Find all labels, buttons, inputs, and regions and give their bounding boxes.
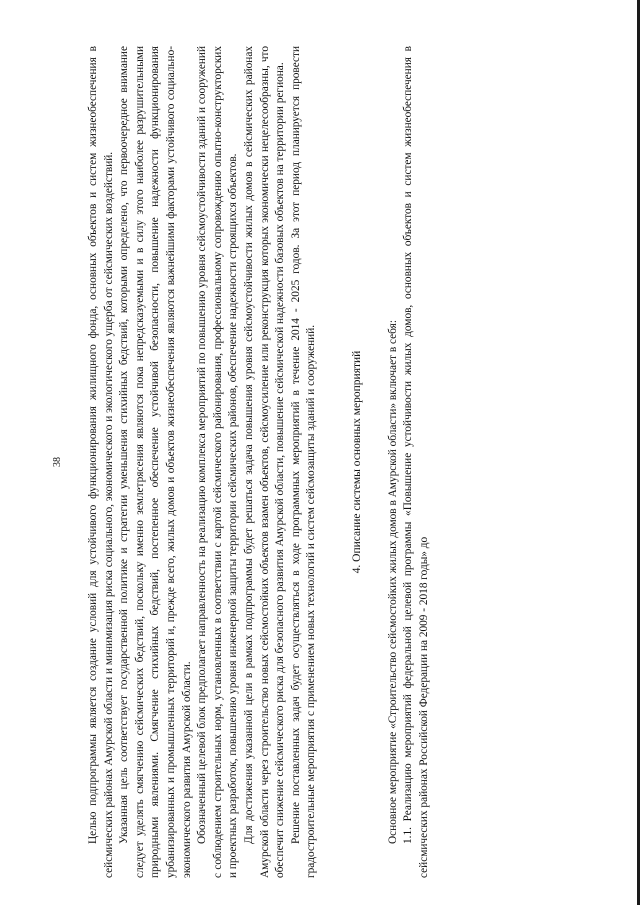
paragraph-target-block: Обозначенный целевой блок предполагает направленность на реализацию комплекса мероприятий по повышению уровня сейсмоустойчивости зданий и сооружений с соблюдением строительных норм, установленных в соответствии с картой сейсмического районирования, профессиональному сопровождению опытно-конструкторских и проектных разработок, повышению уровня инженерной защиты территории сейсмических районов, обеспечение надежности строящихся объектов. [196, 46, 240, 878]
paragraph-item-1-1: 1.1. Реализацию мероприятий федеральной целевой программы «Повышение устойчивости жилых домов, основных объектов и систем жизнеобеспечения в сейсмических районах Российской Федерации на 2009 - 2018 годы» до [402, 46, 430, 878]
rotated-content [52, 46, 612, 878]
paragraph-goal: Целью подпрограммы является создание условий для устойчивого функционирования жилищного фонда, основных объектов и систем жизнеобеспечения в сейсмических районах Амурской области и минимизация риска социального, экономического и экологического ущерба от сейсмических воздействий. [87, 46, 115, 878]
paragraph-main-measure: Основное мероприятие «Строительство сейсмостойких жилых домов в Амурской области» включает в себя: [386, 320, 399, 844]
document-body [86, 46, 432, 878]
paragraph-achievement: Для достижения указанной цели в рамках подпрограммы будет решаться задача повышения уровня сейсмоустойчивости жилых домов в сейсмических районах Амурской области через строительство новых сейсмостойких объектов взамен объектов, сейсмоусиление или реконструкция которых экономически нецелесообразны, что обеспечит снижение сейсмического риска для безопасного развития Амурской области, повышение сейсмической надежности базовых объектов на территории региона. [242, 46, 287, 878]
section-heading: 4. Описание системы основных мероприятий [350, 350, 363, 574]
page-number: 38 [52, 457, 63, 467]
paragraph-period: Решение поставленных задач будет осуществляться в ходе программных мероприятий в течение 2014 - 2025 годов. За этот период планируется провести градостроительные мероприятия с применением новых технологий и систем сейсмозащиты зданий и сооружений. [289, 46, 318, 878]
paragraph-policy: Указанная цель соответствует государственной политике и стратегии уменьшения стихийных бедствий, которыми определено, что первоочередное внимание следует уделять смягчению сейсмических бедствий, поскольку именно землетрясения являются пока непредсказуемыми и в силу этого наиболее разрушительными природными явлениями. Смягчение стихийных бедствий, постепенное обеспечение устойчивой безопасности, повышение надежности функционирования урбанизированных и промышленных территорий и, прежде всего, жилых домов и объектов жизнеобеспечения являются важнейшими факторами устойчивого социально-экономического развития Амурской области. [118, 46, 193, 878]
